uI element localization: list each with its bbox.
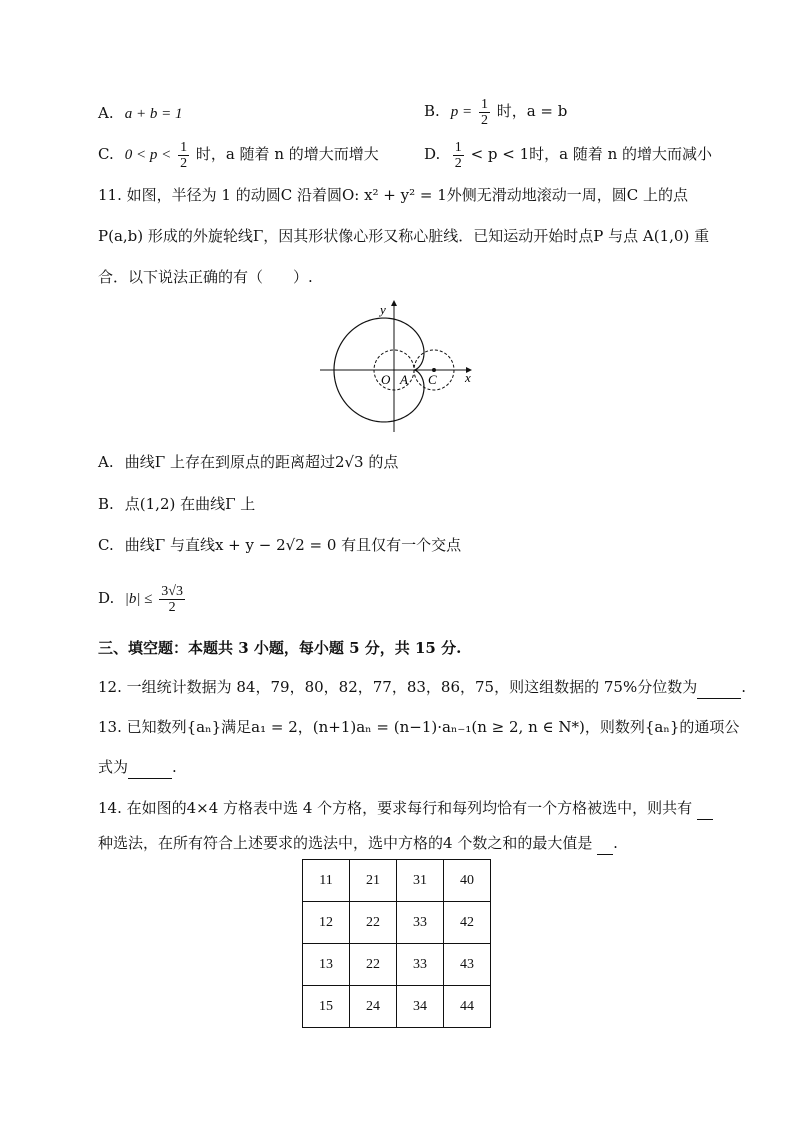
answer-blank[interactable] bbox=[128, 756, 172, 779]
table-cell: 22 bbox=[350, 902, 397, 944]
q10-option-b bbox=[424, 91, 567, 132]
table-cell: 15 bbox=[303, 986, 350, 1028]
table-cell: 33 bbox=[397, 902, 444, 944]
table-cell: 33 bbox=[397, 944, 444, 986]
answer-blank[interactable] bbox=[597, 832, 613, 855]
numerator: 3√3 bbox=[161, 583, 183, 599]
fraction-3root3-over-2 bbox=[159, 584, 185, 615]
option-text: 点(1,2) 在曲线Γ 上 bbox=[124, 495, 256, 513]
q11-stem-line-3: 合．以下说法正确的有（ ）. bbox=[98, 268, 313, 286]
table-cell: 34 bbox=[397, 986, 444, 1028]
q11-option-d bbox=[98, 578, 187, 619]
numerator: 1 bbox=[454, 139, 462, 155]
q11-stem-line-2: P(a,b) 形成的外旋轮线Γ，因其形状像心形又称心脏线．已知运动开始时点P 与点 A(1,0) 重 bbox=[98, 227, 710, 245]
fraction-one-half bbox=[479, 97, 490, 128]
label-y: y bbox=[380, 302, 386, 317]
q10-option-d bbox=[424, 134, 712, 174]
numerator: 1 bbox=[180, 139, 188, 155]
option-post: < p < 1时，a 随着 n 的增大而减小 bbox=[470, 145, 713, 163]
q11-option-c bbox=[98, 534, 461, 556]
denominator: 2 bbox=[168, 599, 176, 615]
table-cell: 40 bbox=[444, 860, 491, 902]
option-label: C. bbox=[98, 145, 114, 163]
label-x: x bbox=[465, 370, 471, 385]
table-row bbox=[303, 944, 491, 986]
option-label: D. bbox=[424, 145, 441, 163]
table-row bbox=[303, 986, 491, 1028]
q11-stem-line-1: 11. 如图，半径为 1 的动圆C 沿着圆O: x² + y² = 1外侧无滑动地滚动一周，圆C 上的点 bbox=[98, 186, 689, 204]
cardioid-figure bbox=[316, 296, 476, 434]
answer-blank[interactable] bbox=[697, 676, 741, 699]
q14-text-1: 14. 在如图的4×4 方格表中选 4 个方格，要求每行和每列均恰有一个方格被选中，则共有 bbox=[98, 799, 693, 817]
q10-option-a bbox=[98, 102, 183, 125]
q14-stem-line-1 bbox=[98, 797, 713, 820]
table-cell: 12 bbox=[303, 902, 350, 944]
y-axis-arrow bbox=[391, 300, 397, 306]
table-cell: 43 bbox=[444, 944, 491, 986]
denominator: 2 bbox=[454, 155, 462, 171]
option-label: D. bbox=[98, 589, 115, 607]
option-text: 曲线Γ 上存在到原点的距离超过2√3 的点 bbox=[124, 453, 399, 471]
table-cell: 31 bbox=[397, 860, 444, 902]
option-label: A. bbox=[98, 453, 114, 471]
option-text: 曲线Γ 与直线x + y − 2√2 = 0 有且仅有一个交点 bbox=[124, 536, 462, 554]
option-label: C. bbox=[98, 536, 114, 554]
label-o: O bbox=[381, 372, 391, 387]
table-cell: 22 bbox=[350, 944, 397, 986]
option-label: B. bbox=[424, 102, 440, 120]
option-post: 时，a = b bbox=[496, 102, 568, 120]
table-cell: 44 bbox=[444, 986, 491, 1028]
fraction-one-half bbox=[453, 140, 464, 171]
option-label: B. bbox=[98, 495, 114, 513]
table-cell: 21 bbox=[350, 860, 397, 902]
answer-blank[interactable] bbox=[697, 797, 713, 820]
option-label: A. bbox=[98, 104, 114, 122]
q13-text: 式为 bbox=[98, 758, 129, 776]
option-pre: |b| ≤ bbox=[124, 591, 153, 607]
q11-option-a bbox=[98, 451, 398, 473]
table-cell: 13 bbox=[303, 944, 350, 986]
q12-text: 12. 一组统计数据为 84，79，80，82，77，83，86，75，则这组数据的 75%分位数为 bbox=[98, 678, 698, 696]
q14-text-2: 种选法，在所有符合上述要求的选法中，选中方格的4 个数之和的最大值是 bbox=[98, 834, 593, 852]
table-cell: 11 bbox=[303, 860, 350, 902]
q11-option-b bbox=[98, 493, 255, 515]
label-a: A bbox=[400, 372, 408, 387]
table-cell: 24 bbox=[350, 986, 397, 1028]
table-cell: 42 bbox=[444, 902, 491, 944]
q13-end: . bbox=[172, 758, 177, 776]
q13-stem-line-1: 13. 已知数列{aₙ}满足a₁ = 2，(n+1)aₙ = (n−1)·aₙ₋₁(n ≥ 2, n ∈ N*)，则数列{aₙ}的通项公 bbox=[98, 718, 740, 736]
q14-stem-line-2 bbox=[98, 832, 618, 855]
q12-stem bbox=[98, 676, 746, 699]
option-pre: 0 < p < bbox=[124, 147, 172, 163]
table-row bbox=[303, 860, 491, 902]
q14-end: . bbox=[613, 834, 618, 852]
label-c: C bbox=[428, 372, 437, 387]
option-text: a + b = 1 bbox=[124, 106, 183, 122]
numerator: 1 bbox=[480, 96, 488, 112]
q10-option-c bbox=[98, 134, 379, 175]
number-grid-table bbox=[302, 859, 491, 1028]
table-row bbox=[303, 902, 491, 944]
q12-end: . bbox=[741, 678, 746, 696]
option-pre: p = bbox=[450, 104, 473, 120]
section-3-title: 三、填空题：本题共 3 小题，每小题 5 分，共 15 分. bbox=[98, 639, 462, 657]
option-post: 时，a 随着 n 的增大而增大 bbox=[195, 145, 379, 163]
fraction-one-half bbox=[178, 140, 189, 171]
denominator: 2 bbox=[480, 112, 488, 128]
denominator: 2 bbox=[180, 155, 188, 171]
q13-stem-line-2 bbox=[98, 756, 177, 779]
